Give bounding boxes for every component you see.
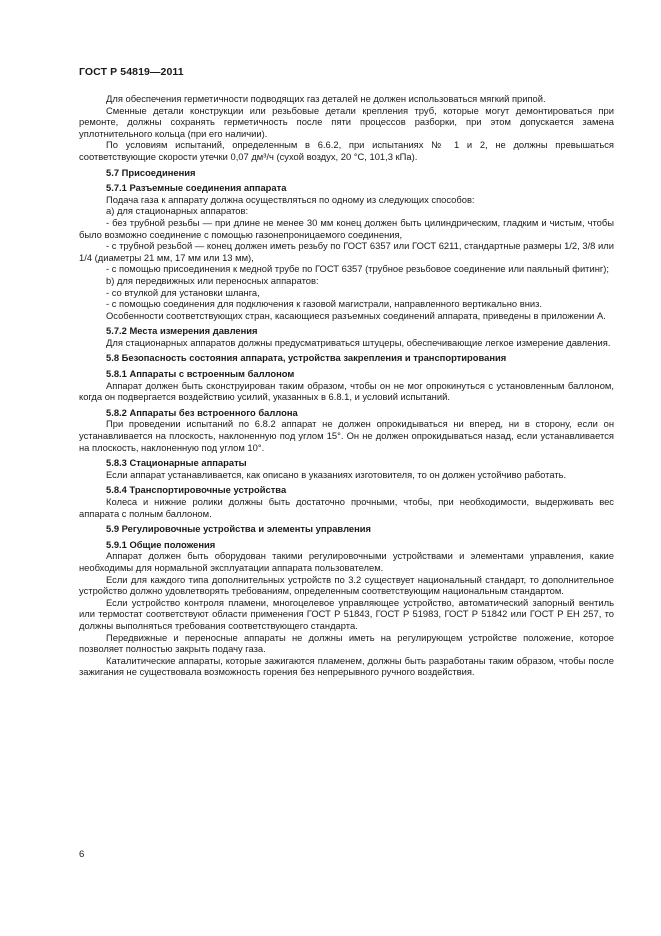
paragraph: Если устройство контроля пламени, многоцелевое управляющее устройство, автоматический запорный вентиль или термостат соответствуют области применения ГОСТ Р 51843, ГОСТ Р 51983, ГОСТ Р 51842 или ГОСТ Р ЕН 257, то должны выполняться требования соответствующего стандарта. xyxy=(79,596,614,631)
paragraph: Каталитические аппараты, которые зажигаются пламенем, должны быть разработаны таким образом, чтобы после зажигания не существовала возможность горения без непрерывного ручного воздействия. xyxy=(79,654,614,678)
document-header: ГОСТ Р 54819—2011 xyxy=(79,66,184,78)
paragraph: При проведении испытаний по 6.8.2 аппарат не должен опрокидываться ни вперед, ни в сторону, если он устанавливается на плоскость, наклоненную под углом 15°. Он не должен опрокидываться назад, если устанавливается на плоскость, наклоненную под углом 10°. xyxy=(79,418,614,453)
list-item: - без трубной резьбы — при длине не менее 30 мм конец должен быть цилиндрическим, гладким и чистым, чтобы было возможно соединение с помощью газонепроницаемого соединения, xyxy=(79,216,614,240)
list-item: - с трубной резьбой — конец должен иметь резьбу по ГОСТ 6357 или ГОСТ 6211, стандартные размеры 1/2, 3/8 или 1/4 (диаметры 21 мм, 17 мм или 13 мм), xyxy=(79,240,614,263)
list-item: b) для передвижных или переносных аппаратов: xyxy=(106,274,319,286)
paragraph: Особенности соответствующих стран, касающиеся разъемных соединений аппарата, приведены в приложении А. xyxy=(106,309,606,321)
paragraph: Передвижные и переносные аппараты не должны иметь на регулирующем устройстве положение, которое позволяет полностью закрыть подачу газа. xyxy=(79,631,614,655)
section-heading: 5.9 Регулировочные устройства и элементы управления xyxy=(106,523,372,535)
paragraph: Аппарат должен быть оборудован такими регулировочными устройствами и элементами управления, какие необходимы для нормальной эксплуатации аппарата пользователем. xyxy=(79,550,614,573)
section-heading: 5.8.2 Аппараты без встроенного баллона xyxy=(106,406,298,418)
paragraph: Если для каждого типа дополнительных устройств по 3.2 существует национальный стандарт, то дополнительное устройство должно удовлетворять требованиям, определенным соответствующим национальным стандартом. xyxy=(79,573,614,597)
paragraph: По условиям испытаний, определенным в 6.6.2, при испытаниях № 1 и 2, не должны превышаться соответствующие скорости утечки 0,07 дм³/ч (сухой воздух, 20 °С, 101,3 кПа). xyxy=(79,139,614,162)
section-heading: 5.7.2 Места измерения давления xyxy=(106,325,258,337)
section-heading: 5.7.1 Разъемные соединения аппарата xyxy=(106,182,287,194)
paragraph: Колеса и нижние ролики должны быть достаточно прочными, чтобы, при необходимости, выдерживать вес аппарата с полным баллоном. xyxy=(79,496,614,519)
page-number: 6 xyxy=(79,849,85,860)
section-heading: 5.8.1 Аппараты с встроенным баллоном xyxy=(106,368,295,380)
paragraph: Сменные детали конструкции или резьбовые детали крепления труб, которые могут демонтироваться при ремонте, должны сохранять герметичность после пяти процессов разборки, при этом допускается замена уплотнительного кольца (при его наличии). xyxy=(79,104,614,139)
paragraph: Если аппарат устанавливается, как описано в указаниях изготовителя, то он должен устойчиво работать. xyxy=(106,468,567,480)
paragraph: Аппарат должен быть сконструирован таким образом, чтобы он не мог опрокинуться с установленным баллоном, когда он подвергается воздействию усилий, указанных в 6.8.1, и условий испытаний. xyxy=(79,379,614,403)
section-heading: 5.8.4 Транспортировочные устройства xyxy=(106,484,287,496)
document-body xyxy=(79,93,614,678)
paragraph: Подача газа к аппарату должна осуществляться по одному из следующих способов: xyxy=(106,193,475,205)
paragraph: Для стационарных аппаратов должны предусматриваться штуцеры, обеспечивающие легкое измерение давления. xyxy=(106,336,611,348)
section-heading: 5.9.1 Общие положения xyxy=(106,538,216,550)
section-heading: 5.8 Безопасность состояния аппарата, устройства закрепления и транспортирования xyxy=(106,352,507,364)
section-heading: 5.7 Присоединения xyxy=(106,166,196,178)
section-heading: 5.8.3 Стационарные аппараты xyxy=(106,457,247,469)
list-item: - со втулкой для установки шланга, xyxy=(106,286,260,298)
list-item: a) для стационарных аппаратов: xyxy=(106,205,249,217)
paragraph: Для обеспечения герметичности подводящих газ деталей не должен использоваться мягкий припой. xyxy=(106,93,546,104)
list-item: - с помощью соединения для подключения к газовой магистрали, направленного вертикально вниз. xyxy=(106,298,543,310)
list-item: - с помощью присоединения к медной трубе по ГОСТ 6357 (трубное резьбовое соединение или паяльный фитинг); xyxy=(106,263,610,275)
